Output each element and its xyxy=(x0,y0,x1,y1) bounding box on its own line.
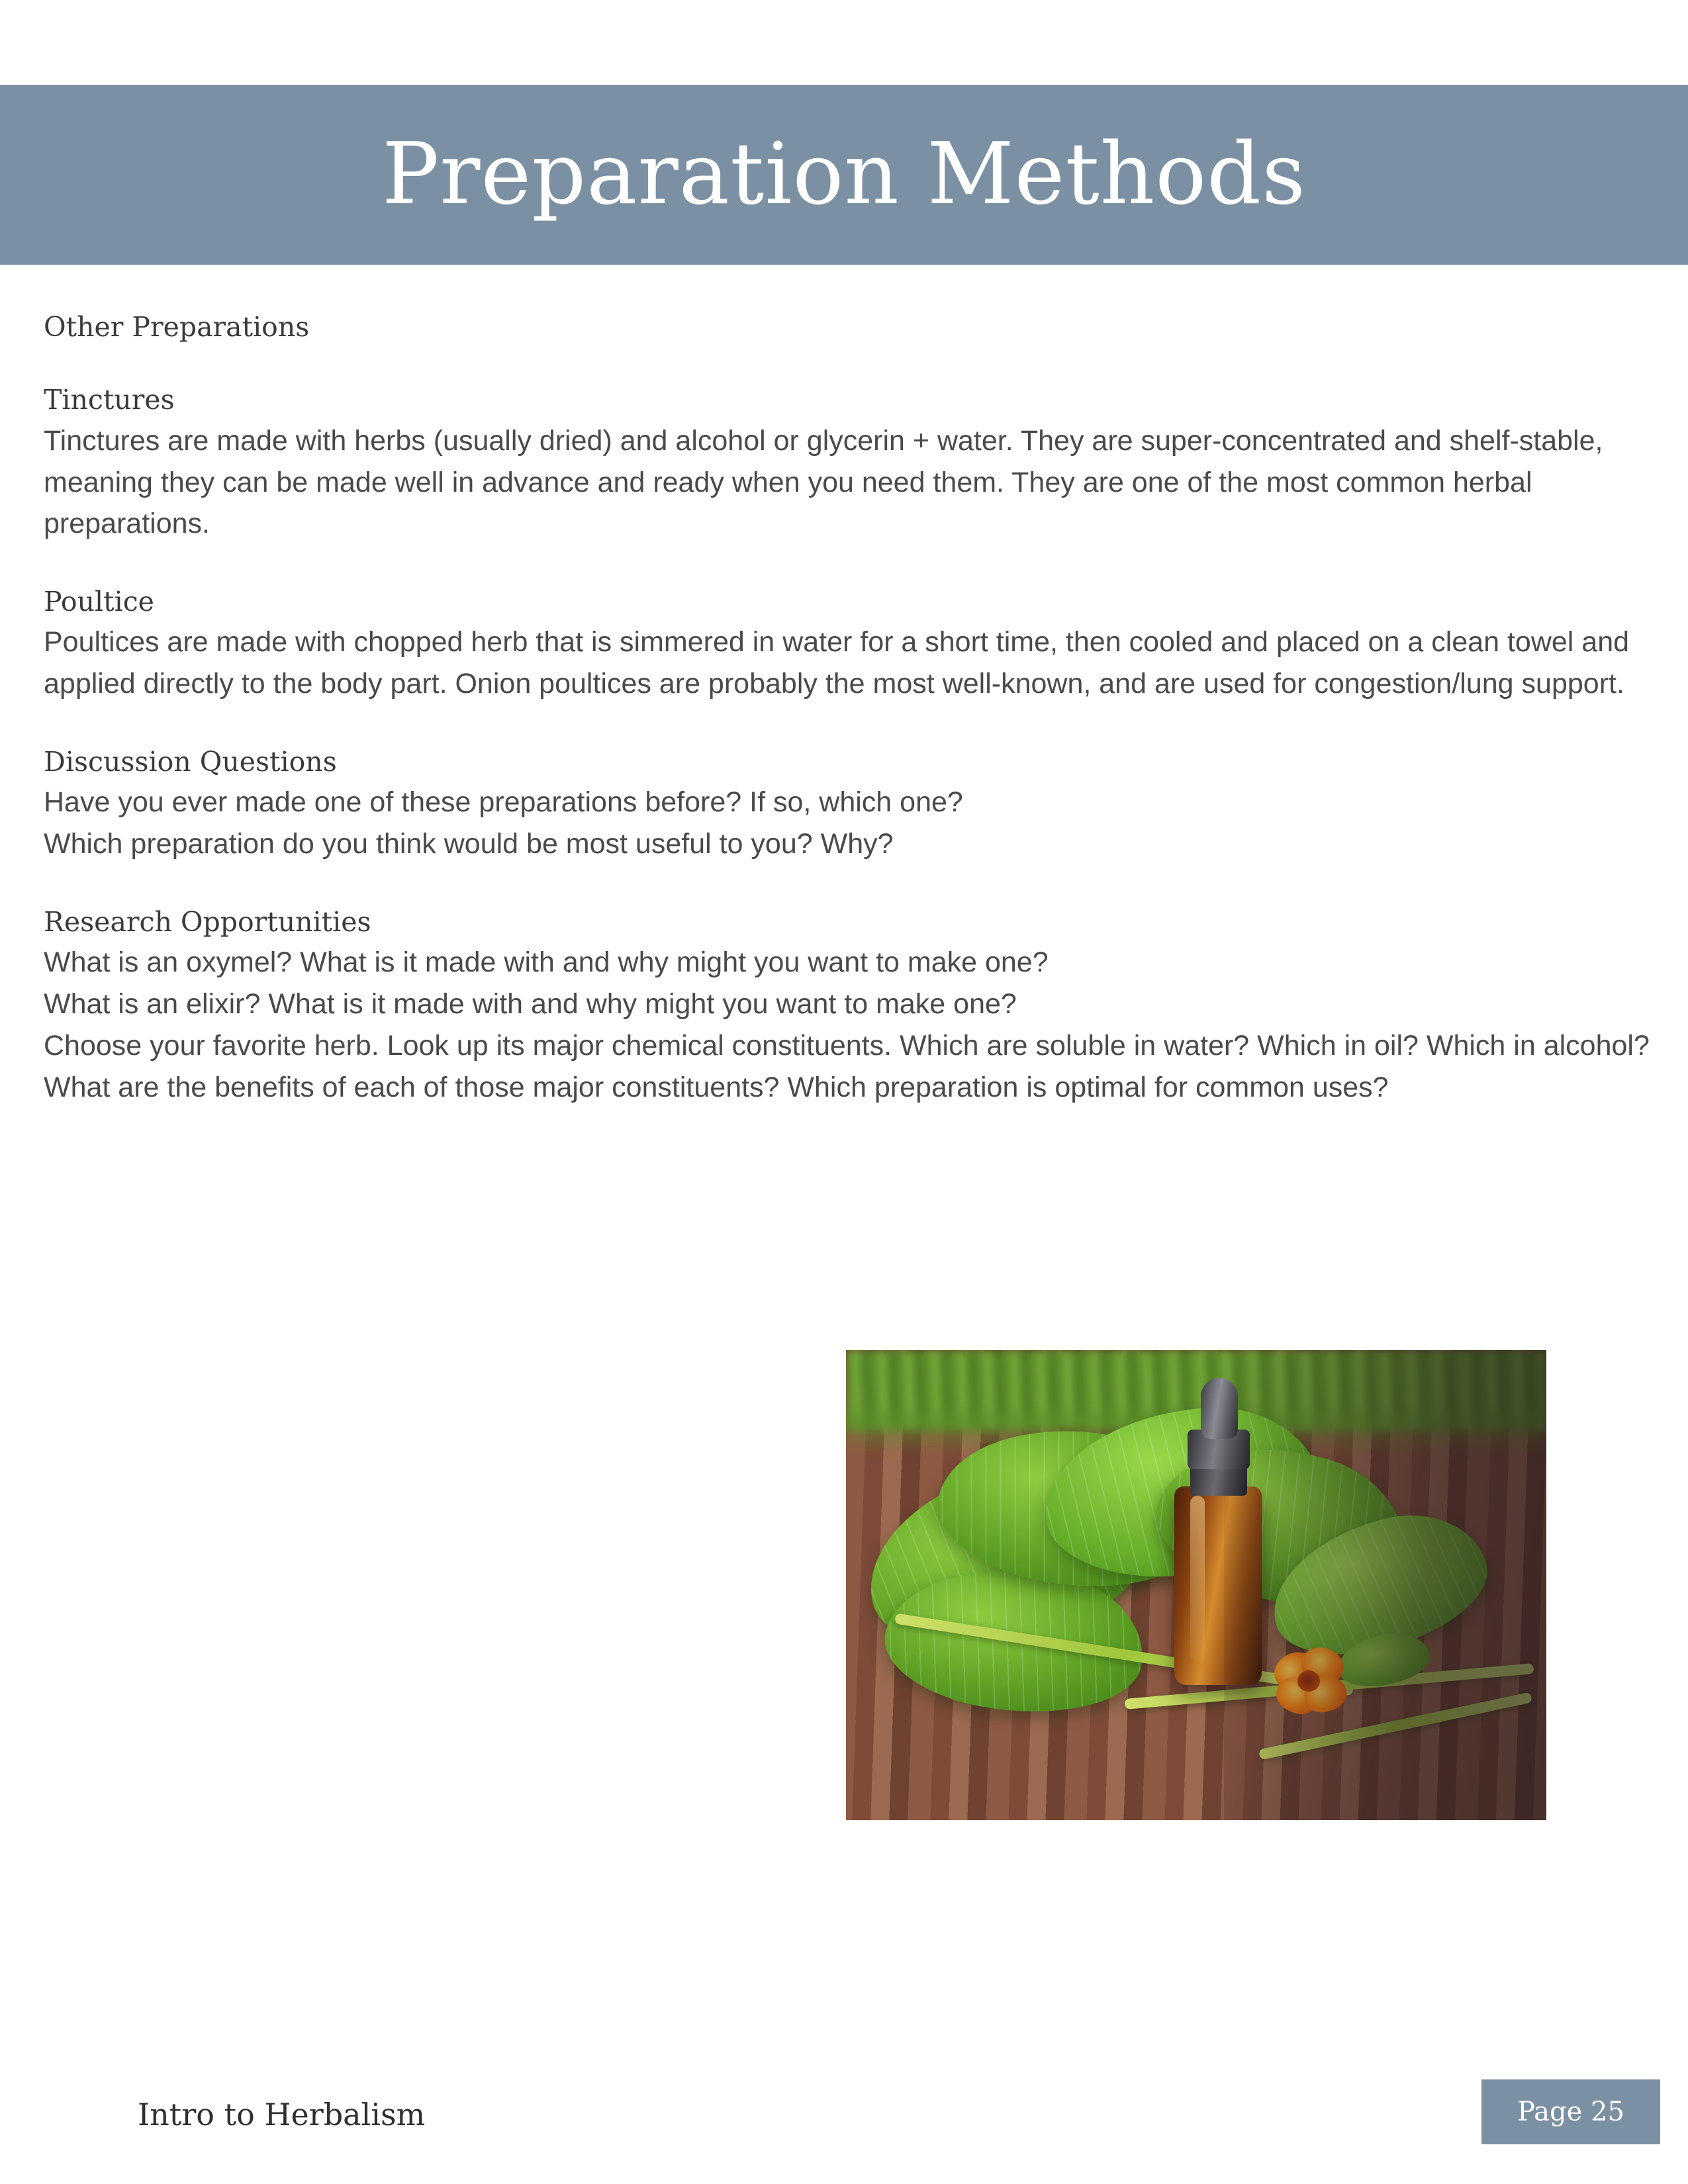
section-body-poultice: Poultices are made with chopped herb that is simmered in water for a short time, then cooled and placed on a clean towel and applied directly to the body part. Onion poultices are probably the most well-known, and are used for congestion/lung support. xyxy=(44,626,1630,700)
section-body-tinctures: Tinctures are made with herbs (usually dried) and alcohol or glycerin + water. They are super-concentrated and shelf-stable, meaning they can be made well in advance and ready when you need them. They are one of the most common herbal preparations. xyxy=(44,424,1603,540)
spacer xyxy=(44,705,1652,746)
page-number-tab xyxy=(1481,2079,1660,2144)
page-number-label: Page 25 xyxy=(1517,2097,1624,2127)
spacer xyxy=(44,545,1652,586)
research-opportunities-heading: Research Opportunities xyxy=(44,905,371,938)
section-heading-poultice: Poultice xyxy=(44,586,154,618)
bottle-highlight xyxy=(1190,1496,1205,1661)
spacer xyxy=(44,865,1652,906)
research-line-3: Choose your favorite herb. Look up its major chemical constituents. Which are soluble in water? Which in oil? Which in alcohol? What are the benefits of each of those major constituents? Which preparation is optimal for common uses? xyxy=(44,1029,1650,1103)
page-title: Preparation Methods xyxy=(382,125,1306,224)
discussion-question-1: Have you ever made one of these preparations before? If so, which one? xyxy=(44,786,963,819)
research-line-1: What is an oxymel? What is it made with and why might you want to make one? xyxy=(44,946,1049,979)
footer-book-title: Intro to Herbalism xyxy=(138,2097,426,2132)
page-header-band xyxy=(0,85,1688,265)
section-heading-tinctures: Tinctures xyxy=(44,384,175,416)
intro-heading: Other Preparations xyxy=(44,311,310,343)
photo-scene xyxy=(846,1350,1546,1820)
research-line-2: What is an elixir? What is it made with and why might you want to make one? xyxy=(44,988,1017,1020)
document-body xyxy=(44,311,1652,1108)
discussion-questions-heading: Discussion Questions xyxy=(44,745,337,778)
spacer xyxy=(44,343,1652,384)
herbal-tincture-photo xyxy=(846,1350,1546,1820)
table-shadow xyxy=(1224,1350,1546,1820)
discussion-question-2: Which preparation do you think would be most useful to you? Why? xyxy=(44,828,894,860)
